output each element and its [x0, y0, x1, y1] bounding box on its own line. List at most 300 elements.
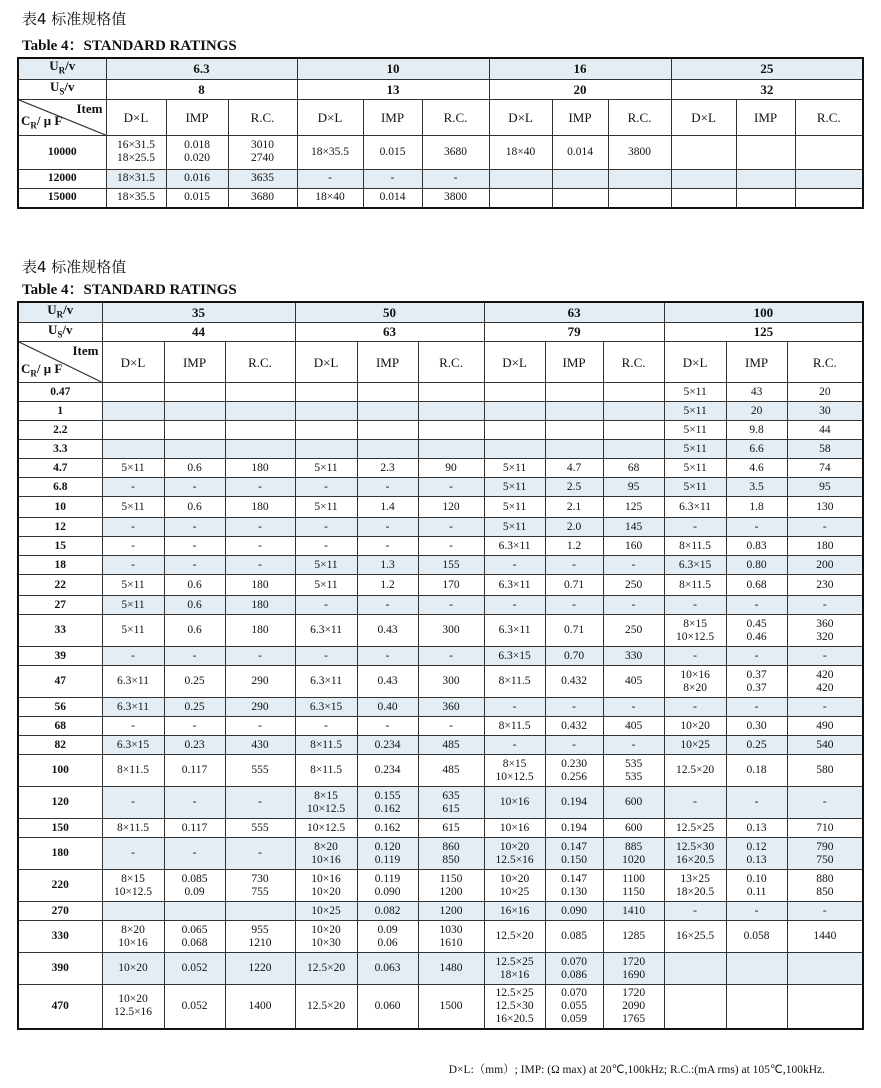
value-cell: - — [787, 647, 863, 666]
value-cell — [357, 421, 418, 440]
value-cell: - — [787, 902, 863, 921]
value-cell: - — [418, 537, 484, 556]
table-row — [18, 537, 863, 556]
table1-title-en: Table 4：STANDARD RATINGS — [22, 38, 237, 54]
value-cell: 10×16 10×20 — [295, 870, 357, 902]
table-row — [18, 402, 863, 421]
value-cell: 0.014 — [552, 135, 608, 169]
column-header: IMP — [552, 99, 608, 135]
value-cell: 155 — [418, 556, 484, 575]
value-cell: 6.3×11 — [295, 615, 357, 647]
value-cell: 0.43 — [357, 666, 418, 698]
value-cell: 1150 1200 — [418, 870, 484, 902]
value-cell: 1480 — [418, 953, 484, 985]
value-cell — [664, 985, 726, 1029]
value-cell — [545, 440, 603, 459]
value-cell: 3635 — [228, 169, 297, 188]
value-cell: - — [603, 736, 664, 755]
value-cell — [295, 383, 357, 402]
value-cell: 8×20 10×16 — [295, 838, 357, 870]
value-cell: 8×15 10×12.5 — [484, 755, 545, 787]
value-cell: 0.060 — [357, 985, 418, 1029]
value-cell: - — [295, 717, 357, 736]
value-cell: 330 — [603, 647, 664, 666]
value-cell: 1200 — [418, 902, 484, 921]
value-cell: 490 — [787, 717, 863, 736]
value-cell: - — [164, 838, 225, 870]
table-row — [18, 478, 863, 497]
capacitance-cell: 15000 — [18, 188, 106, 208]
table-row — [18, 440, 863, 459]
value-cell: 0.30 — [726, 717, 787, 736]
column-header: IMP — [164, 342, 225, 383]
value-cell: - — [418, 647, 484, 666]
value-cell — [418, 402, 484, 421]
value-cell: 6.3×11 — [102, 666, 164, 698]
value-cell — [795, 169, 863, 188]
column-header: IMP — [357, 342, 418, 383]
value-cell: 0.6 — [164, 596, 225, 615]
value-cell: 0.68 — [726, 575, 787, 596]
table-row — [18, 717, 863, 736]
value-cell: 3680 — [228, 188, 297, 208]
value-cell: 0.234 — [357, 736, 418, 755]
value-cell: 6.3×15 — [484, 647, 545, 666]
us-row — [18, 322, 863, 342]
value-cell: - — [726, 647, 787, 666]
value-cell — [787, 953, 863, 985]
value-cell: - — [664, 596, 726, 615]
us-label: $U_S/v$ — [18, 79, 106, 99]
value-cell: - — [422, 169, 489, 188]
capacitance-cell: 10 — [18, 497, 102, 518]
capacitance-cell: 12000 — [18, 169, 106, 188]
value-cell: 600 — [603, 787, 664, 819]
value-cell: 10×16 — [484, 819, 545, 838]
table-row — [18, 647, 863, 666]
ur-value: 16 — [489, 58, 671, 79]
value-cell: - — [225, 556, 295, 575]
value-cell: - — [357, 647, 418, 666]
table-row — [18, 135, 863, 169]
value-cell — [164, 440, 225, 459]
value-cell: 10×20 10×25 — [484, 870, 545, 902]
capacitance-cell: 56 — [18, 698, 102, 717]
value-cell: 0.71 — [545, 615, 603, 647]
value-cell: 12.5×20 — [295, 985, 357, 1029]
value-cell: 1720 2090 1765 — [603, 985, 664, 1029]
value-cell: - — [164, 717, 225, 736]
value-cell: 0.117 — [164, 755, 225, 787]
item-label: Item — [72, 343, 99, 359]
value-cell: 0.014 — [363, 188, 422, 208]
value-cell: 10×16 — [484, 787, 545, 819]
value-cell: 3680 — [422, 135, 489, 169]
table-row — [18, 575, 863, 596]
value-cell: 0.432 — [545, 717, 603, 736]
value-cell: 0.234 — [357, 755, 418, 787]
value-cell: 1030 1610 — [418, 921, 484, 953]
value-cell: - — [295, 537, 357, 556]
value-cell: - — [295, 518, 357, 537]
value-cell: 3800 — [608, 135, 671, 169]
value-cell: 5×11 — [484, 497, 545, 518]
value-cell: 130 — [787, 497, 863, 518]
value-cell: - — [545, 596, 603, 615]
capacitance-cell: 470 — [18, 985, 102, 1029]
column-header: D×L — [664, 342, 726, 383]
value-cell: 2.3 — [357, 459, 418, 478]
item-row — [18, 99, 863, 135]
value-cell: - — [357, 478, 418, 497]
value-cell: 6.3×15 — [102, 736, 164, 755]
table2-title-en: Table 4：STANDARD RATINGS — [22, 282, 237, 298]
capacitance-cell: 100 — [18, 755, 102, 787]
capacitance-cell: 6.8 — [18, 478, 102, 497]
value-cell: 12.5×25 18×16 — [484, 953, 545, 985]
value-cell: 8×11.5 — [295, 736, 357, 755]
cr-label: $C_R/$ μ F — [21, 360, 63, 379]
value-cell: 8×20 10×16 — [102, 921, 164, 953]
value-cell: 68 — [603, 459, 664, 478]
value-cell: - — [164, 478, 225, 497]
value-cell — [664, 953, 726, 985]
value-cell: 0.018 0.020 — [166, 135, 228, 169]
value-cell: 230 — [787, 575, 863, 596]
value-cell: 0.065 0.068 — [164, 921, 225, 953]
us-value: 8 — [106, 79, 297, 99]
value-cell: 58 — [787, 440, 863, 459]
capacitance-cell: 0.47 — [18, 383, 102, 402]
value-cell: - — [164, 787, 225, 819]
table-row — [18, 421, 863, 440]
value-cell: - — [164, 647, 225, 666]
value-cell: - — [664, 902, 726, 921]
value-cell: 0.058 — [726, 921, 787, 953]
value-cell: 290 — [225, 698, 295, 717]
value-cell: 10×16 8×20 — [664, 666, 726, 698]
value-cell: - — [726, 596, 787, 615]
value-cell: 74 — [787, 459, 863, 478]
value-cell — [489, 188, 552, 208]
column-header: R.C. — [422, 99, 489, 135]
value-cell: - — [225, 518, 295, 537]
value-cell — [552, 188, 608, 208]
value-cell: - — [225, 717, 295, 736]
value-cell: 8×15 10×12.5 — [295, 787, 357, 819]
value-cell: 0.015 — [363, 135, 422, 169]
value-cell: 635 615 — [418, 787, 484, 819]
capacitance-cell: 390 — [18, 953, 102, 985]
value-cell — [225, 902, 295, 921]
value-cell: 360 — [418, 698, 484, 717]
value-cell: 420 420 — [787, 666, 863, 698]
table-row — [18, 985, 863, 1029]
value-cell: 10×20 — [102, 953, 164, 985]
value-cell: 0.83 — [726, 537, 787, 556]
value-cell: - — [418, 717, 484, 736]
value-cell: 8×11.5 — [295, 755, 357, 787]
value-cell: 0.6 — [164, 575, 225, 596]
value-cell: 20 — [787, 383, 863, 402]
us-row — [18, 79, 863, 99]
value-cell — [295, 402, 357, 421]
value-cell: 5×11 — [664, 440, 726, 459]
value-cell: 5×11 — [664, 478, 726, 497]
value-cell — [671, 135, 736, 169]
value-cell: 0.23 — [164, 736, 225, 755]
value-cell — [603, 383, 664, 402]
value-cell: - — [102, 478, 164, 497]
capacitance-cell: 18 — [18, 556, 102, 575]
value-cell: 1440 — [787, 921, 863, 953]
value-cell: - — [545, 556, 603, 575]
value-cell: - — [418, 596, 484, 615]
cr-label: $C_R/$ μ F — [21, 112, 63, 131]
value-cell — [418, 421, 484, 440]
value-cell: 0.194 — [545, 819, 603, 838]
value-cell: - — [664, 518, 726, 537]
value-cell: 4.6 — [726, 459, 787, 478]
ur-value: 50 — [295, 302, 484, 322]
value-cell: 580 — [787, 755, 863, 787]
value-cell: 6.3×11 — [295, 666, 357, 698]
capacitance-cell: 22 — [18, 575, 102, 596]
value-cell: 0.117 — [164, 819, 225, 838]
value-cell — [787, 985, 863, 1029]
value-cell — [736, 169, 795, 188]
value-cell — [795, 188, 863, 208]
value-cell — [102, 383, 164, 402]
table-row — [18, 698, 863, 717]
value-cell: 9.8 — [726, 421, 787, 440]
table-row — [18, 902, 863, 921]
table-row — [18, 518, 863, 537]
value-cell — [164, 383, 225, 402]
value-cell: 10×20 12.5×16 — [102, 985, 164, 1029]
value-cell: 1720 1690 — [603, 953, 664, 985]
value-cell: 6.3×11 — [102, 698, 164, 717]
value-cell: 290 — [225, 666, 295, 698]
us-label: $U_S/v$ — [18, 322, 102, 342]
value-cell: 405 — [603, 666, 664, 698]
value-cell — [164, 421, 225, 440]
value-cell: 8×11.5 — [484, 666, 545, 698]
column-header: R.C. — [225, 342, 295, 383]
capacitance-cell: 330 — [18, 921, 102, 953]
value-cell: 6.6 — [726, 440, 787, 459]
value-cell — [489, 169, 552, 188]
column-header: D×L — [106, 99, 166, 135]
value-cell: 0.082 — [357, 902, 418, 921]
value-cell: - — [225, 787, 295, 819]
value-cell: - — [164, 556, 225, 575]
capacitance-cell: 270 — [18, 902, 102, 921]
value-cell — [603, 402, 664, 421]
value-cell: 0.13 — [726, 819, 787, 838]
capacitance-cell: 1 — [18, 402, 102, 421]
value-cell: 0.052 — [164, 953, 225, 985]
value-cell: - — [102, 787, 164, 819]
column-header: R.C. — [228, 99, 297, 135]
value-cell: 120 — [418, 497, 484, 518]
value-cell: 6.3×11 — [664, 497, 726, 518]
value-cell: 10×20 10×30 — [295, 921, 357, 953]
value-cell — [736, 135, 795, 169]
value-cell: 5×11 — [295, 575, 357, 596]
value-cell: 4.7 — [545, 459, 603, 478]
value-cell — [295, 440, 357, 459]
value-cell: 180 — [225, 596, 295, 615]
value-cell: - — [418, 518, 484, 537]
value-cell — [726, 953, 787, 985]
column-header: R.C. — [603, 342, 664, 383]
value-cell: 0.45 0.46 — [726, 615, 787, 647]
value-cell: 710 — [787, 819, 863, 838]
value-cell: 8×15 10×12.5 — [664, 615, 726, 647]
value-cell: 18×35.5 — [297, 135, 363, 169]
capacitance-cell: 33 — [18, 615, 102, 647]
ur-value: 100 — [664, 302, 863, 322]
column-header: R.C. — [795, 99, 863, 135]
value-cell: 0.70 — [545, 647, 603, 666]
table-row — [18, 666, 863, 698]
value-cell: - — [603, 698, 664, 717]
value-cell: 10×25 — [295, 902, 357, 921]
value-cell: 0.070 0.086 — [545, 953, 603, 985]
table1-title-cn: 表4 标准规格值 — [22, 10, 127, 28]
value-cell: 0.432 — [545, 666, 603, 698]
value-cell — [357, 440, 418, 459]
value-cell: 790 750 — [787, 838, 863, 870]
value-cell: - — [102, 518, 164, 537]
capacitance-cell: 15 — [18, 537, 102, 556]
value-cell: 860 850 — [418, 838, 484, 870]
capacitance-cell: 27 — [18, 596, 102, 615]
value-cell: - — [164, 518, 225, 537]
value-cell: - — [726, 902, 787, 921]
capacitance-cell: 220 — [18, 870, 102, 902]
value-cell: 430 — [225, 736, 295, 755]
value-cell — [418, 440, 484, 459]
value-cell: 600 — [603, 819, 664, 838]
value-cell: 0.063 — [357, 953, 418, 985]
column-header: D×L — [295, 342, 357, 383]
value-cell: 1.8 — [726, 497, 787, 518]
capacitance-cell: 120 — [18, 787, 102, 819]
column-header: D×L — [671, 99, 736, 135]
value-cell: 12.5×30 16×20.5 — [664, 838, 726, 870]
us-value: 79 — [484, 322, 664, 342]
column-header: D×L — [102, 342, 164, 383]
value-cell — [225, 440, 295, 459]
value-cell: 0.09 0.06 — [357, 921, 418, 953]
value-cell: 0.18 — [726, 755, 787, 787]
value-cell: - — [225, 647, 295, 666]
value-cell: 8×11.5 — [484, 717, 545, 736]
ur-value: 25 — [671, 58, 863, 79]
value-cell: 5×11 — [102, 497, 164, 518]
table-row — [18, 953, 863, 985]
table-row — [18, 188, 863, 208]
value-cell: 0.155 0.162 — [357, 787, 418, 819]
value-cell: - — [297, 169, 363, 188]
column-header: D×L — [484, 342, 545, 383]
capacitance-cell: 4.7 — [18, 459, 102, 478]
value-cell: - — [787, 596, 863, 615]
value-cell: 3.5 — [726, 478, 787, 497]
us-value: 63 — [295, 322, 484, 342]
item-label: Item — [76, 100, 103, 116]
value-cell: 1400 — [225, 985, 295, 1029]
value-cell — [418, 383, 484, 402]
column-header: IMP — [363, 99, 422, 135]
value-cell: - — [102, 537, 164, 556]
value-cell: 5×11 — [664, 383, 726, 402]
value-cell: 6.3×15 — [664, 556, 726, 575]
value-cell: - — [484, 698, 545, 717]
value-cell: 0.090 — [545, 902, 603, 921]
value-cell: 0.119 0.090 — [357, 870, 418, 902]
table-row — [18, 838, 863, 870]
value-cell: 5×11 — [664, 421, 726, 440]
column-header: R.C. — [608, 99, 671, 135]
value-cell: 0.147 0.130 — [545, 870, 603, 902]
column-header: D×L — [489, 99, 552, 135]
value-cell: 555 — [225, 755, 295, 787]
value-cell: 0.12 0.13 — [726, 838, 787, 870]
value-cell: 2.5 — [545, 478, 603, 497]
value-cell: 0.25 — [164, 666, 225, 698]
value-cell: 10×25 — [664, 736, 726, 755]
value-cell: 250 — [603, 575, 664, 596]
us-value: 32 — [671, 79, 863, 99]
ratings-table-1 — [17, 57, 864, 209]
table-row — [18, 615, 863, 647]
value-cell: 5×11 — [664, 459, 726, 478]
value-cell: 5×11 — [295, 556, 357, 575]
value-cell — [102, 421, 164, 440]
value-cell — [357, 402, 418, 421]
value-cell: 125 — [603, 497, 664, 518]
value-cell: - — [418, 478, 484, 497]
value-cell: 360 320 — [787, 615, 863, 647]
value-cell: 16×25.5 — [664, 921, 726, 953]
value-cell: 6.3×11 — [484, 575, 545, 596]
value-cell: 300 — [418, 666, 484, 698]
value-cell: 1500 — [418, 985, 484, 1029]
table-row — [18, 819, 863, 838]
capacitance-cell: 39 — [18, 647, 102, 666]
value-cell — [545, 421, 603, 440]
value-cell: 730 755 — [225, 870, 295, 902]
table2-title-cn: 表4 标准规格值 — [22, 258, 127, 276]
value-cell: 8×11.5 — [102, 755, 164, 787]
table-row — [18, 459, 863, 478]
value-cell: 18×35.5 — [106, 188, 166, 208]
value-cell: 1410 — [603, 902, 664, 921]
value-cell: 0.085 0.09 — [164, 870, 225, 902]
column-header: IMP — [726, 342, 787, 383]
value-cell: 3010 2740 — [228, 135, 297, 169]
value-cell: 1220 — [225, 953, 295, 985]
value-cell: 0.015 — [166, 188, 228, 208]
us-value: 125 — [664, 322, 863, 342]
ur-value: 35 — [102, 302, 295, 322]
us-value: 13 — [297, 79, 489, 99]
value-cell: 955 1210 — [225, 921, 295, 953]
value-cell: 8×11.5 — [102, 819, 164, 838]
